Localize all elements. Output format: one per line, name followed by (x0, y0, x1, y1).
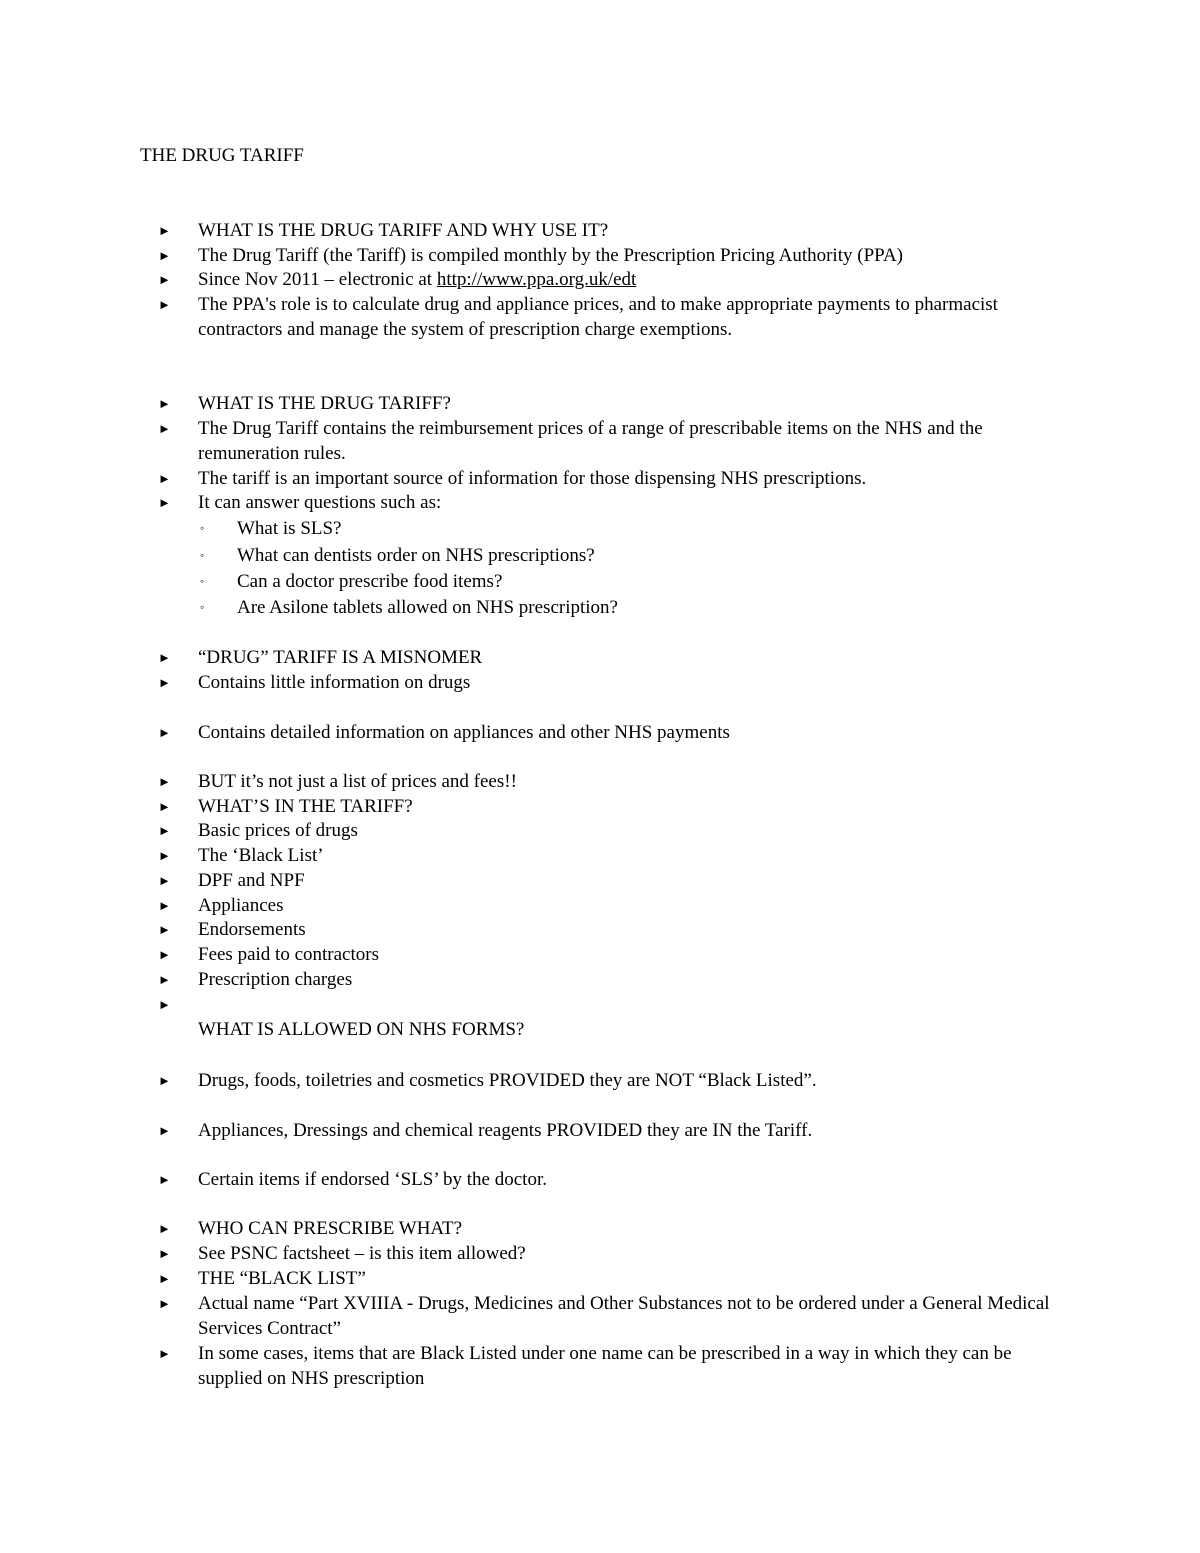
right-pointer-icon: ► (158, 1172, 171, 1187)
list-item-text: Appliances, Dressings and chemical reagents PROVIDED they are IN the Tariff. (198, 1120, 813, 1141)
circle-icon: ◦ (200, 548, 205, 562)
sub-list-item-text: Are Asilone tablets allowed on NHS prescription? (237, 597, 618, 618)
list-item-text: THE “BLACK LIST” (198, 1268, 366, 1289)
right-pointer-icon: ► (158, 248, 171, 263)
list-item-text: Drugs, foods, toiletries and cosmetics PROVIDED they are NOT “Black Listed”. (198, 1070, 817, 1091)
list-item-text: Fees paid to contractors (198, 944, 379, 965)
list-item-text: In some cases, items that are Black Listed under one name can be prescribed in a way in which they can be supplied on NHS prescription (198, 1343, 1012, 1389)
sub-list-item-text: Can a doctor prescribe food items? (237, 571, 503, 592)
sub-list-item-text: What is SLS? (237, 518, 342, 539)
right-pointer-icon: ► (158, 873, 171, 888)
list-item-text: It can answer questions such as: (198, 492, 442, 513)
right-pointer-icon: ► (158, 1221, 171, 1236)
right-pointer-icon: ► (158, 972, 171, 987)
list-item-text: See PSNC factsheet – is this item allowed? (198, 1243, 526, 1264)
list-item-text: DPF and NPF (198, 870, 305, 891)
right-pointer-icon: ► (158, 1346, 171, 1361)
list-item-text: The Drug Tariff contains the reimbursement prices of a range of prescribable items on the NHS and the remuneration rules. (198, 418, 983, 464)
right-pointer-icon: ► (158, 1296, 171, 1311)
section-heading: WHAT IS ALLOWED ON NHS FORMS? (198, 1019, 525, 1040)
right-pointer-icon: ► (158, 997, 171, 1012)
right-pointer-icon: ► (158, 272, 171, 287)
list-item-text: WHAT IS THE DRUG TARIFF AND WHY USE IT? (198, 220, 609, 241)
right-pointer-icon: ► (158, 675, 171, 690)
right-pointer-icon: ► (158, 297, 171, 312)
list-item-text: Contains little information on drugs (198, 672, 471, 693)
sub-list-item-text: What can dentists order on NHS prescriptions? (237, 545, 595, 566)
right-pointer-icon: ► (158, 1123, 171, 1138)
list-item-text: Contains detailed information on appliances and other NHS payments (198, 722, 730, 743)
circle-icon: ◦ (200, 574, 205, 588)
list-item-text: Basic prices of drugs (198, 820, 358, 841)
circle-icon: ◦ (200, 600, 205, 614)
list-item-text: The PPA's role is to calculate drug and appliance prices, and to make appropriate payments to pharmacist contractors and manage the system of prescription charge exemptions. (198, 294, 998, 340)
list-item-text (198, 267, 1078, 292)
list-item-text: The ‘Black List’ (198, 845, 324, 866)
right-pointer-icon: ► (158, 471, 171, 486)
list-item-text: “DRUG” TARIFF IS A MISNOMER (198, 647, 483, 668)
right-pointer-icon: ► (158, 823, 171, 838)
right-pointer-icon: ► (158, 799, 171, 814)
page-title: THE DRUG TARIFF (140, 145, 304, 166)
right-pointer-icon: ► (158, 848, 171, 863)
list-item-text: Actual name “Part XVIIIA - Drugs, Medicines and Other Substances not to be ordered under a General Medical Services Contract” (198, 1293, 1050, 1339)
right-pointer-icon: ► (158, 1271, 171, 1286)
list-item-text: Endorsements (198, 919, 306, 940)
list-item-text: BUT it’s not just a list of prices and fees!! (198, 771, 517, 792)
right-pointer-icon: ► (158, 898, 171, 913)
right-pointer-icon: ► (158, 1246, 171, 1261)
right-pointer-icon: ► (158, 223, 171, 238)
right-pointer-icon: ► (158, 725, 171, 740)
electronic-prefix: Since Nov 2011 – electronic at (198, 269, 437, 290)
list-item-text: WHO CAN PRESCRIBE WHAT? (198, 1218, 463, 1239)
right-pointer-icon: ► (158, 922, 171, 937)
list-item-text: Prescription charges (198, 969, 353, 990)
list-item-text: Certain items if endorsed ‘SLS’ by the doctor. (198, 1169, 547, 1190)
right-pointer-icon: ► (158, 495, 171, 510)
right-pointer-icon: ► (158, 396, 171, 411)
list-item-text: Appliances (198, 895, 284, 916)
right-pointer-icon: ► (158, 1073, 171, 1088)
list-item-text: WHAT IS THE DRUG TARIFF? (198, 393, 451, 414)
right-pointer-icon: ► (158, 650, 171, 665)
list-item-text: WHAT’S IN THE TARIFF? (198, 796, 413, 817)
list-item-text: The tariff is an important source of information for those dispensing NHS prescriptions. (198, 468, 867, 489)
right-pointer-icon: ► (158, 774, 171, 789)
right-pointer-icon: ► (158, 421, 171, 436)
right-pointer-icon: ► (158, 947, 171, 962)
circle-icon: ◦ (200, 521, 205, 535)
list-item-text: The Drug Tariff (the Tariff) is compiled monthly by the Prescription Pricing Authority (PPA) (198, 245, 904, 266)
ppa-edt-link[interactable]: http://www.ppa.org.uk/edt (436, 269, 637, 290)
